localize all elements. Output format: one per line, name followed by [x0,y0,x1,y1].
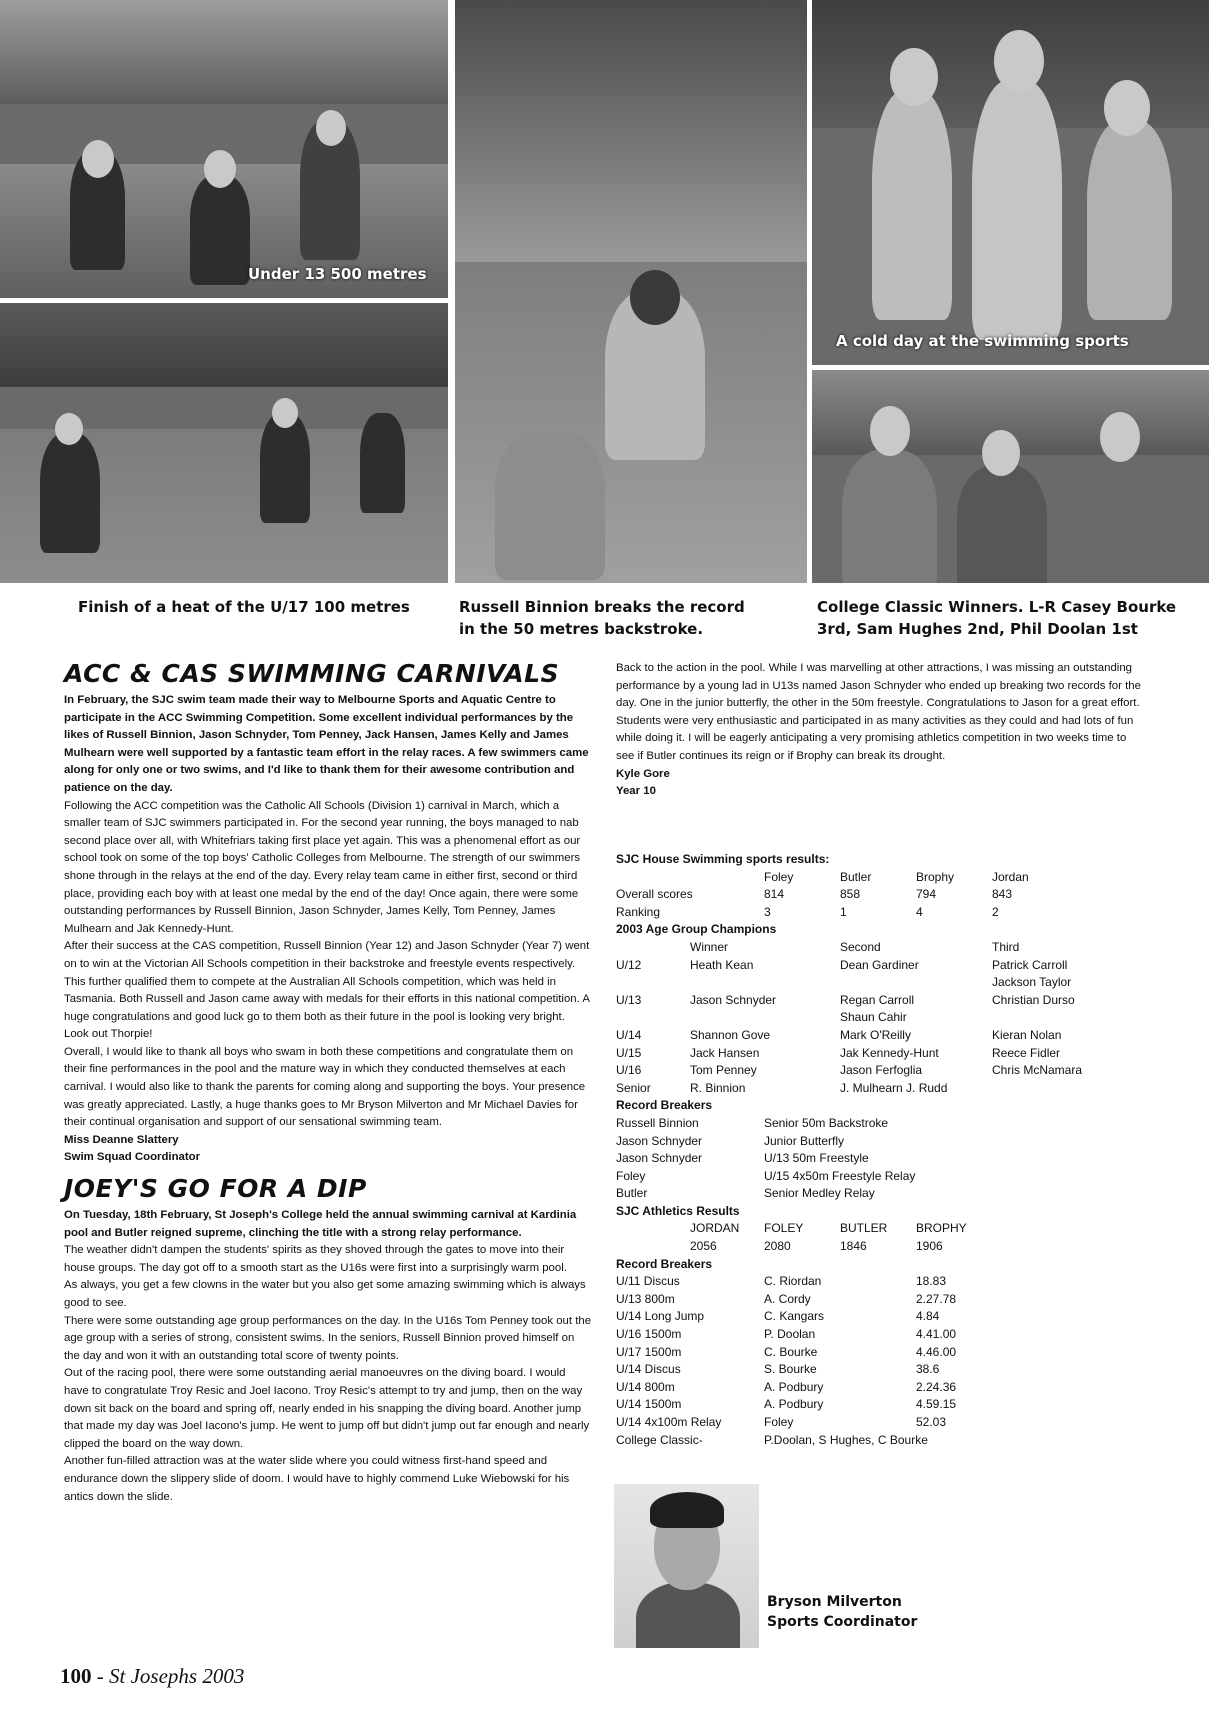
athletics-row [614,1414,1174,1432]
record-event: Junior Butterfly [764,1133,845,1148]
athletics-name: C. Riordan [764,1274,822,1289]
footer-separator: - [96,1664,104,1688]
record-row [614,1150,1174,1168]
age-group-row [614,1080,1174,1098]
left-column [64,658,592,1506]
record-holder: Foley [616,1168,646,1183]
record-row [614,1133,1174,1151]
house-name: Foley [764,869,794,884]
article-paragraph: Students were very enthusiastic and participated in as many activities as they could and had lots of fun while doing it. I will be eagerly anticipating a very promising athletics competition in two weeks time to see if Butler continues its reign or if Brophy can break its drought. [616,714,1134,762]
age-group-row [614,974,1174,992]
article-author: Miss Deanne Slattery [64,1133,179,1146]
results-section [614,851,1174,1449]
age-group-title: 2003 Age Group Champions [616,922,777,937]
athletics-house-header: JORDAN FOLEY BUTLER BROPHY [690,1221,967,1236]
athletics-scores-row: 2056 2080 1846 1906 [690,1239,943,1254]
athletics-event: U/14 800m [616,1379,675,1394]
record-holder: Jason Schnyder [616,1151,703,1166]
second-place: J. Mulhearn J. Rudd [840,1080,948,1095]
athletics-event: U/17 1500m [616,1344,682,1359]
article-paragraph: Following the ACC competition was the Catholic All Schools (Division 1) carnival in March, which a smaller team of SJC swimmers participated in. For the second year running, the boys managed to nab second place over all, with Whitefriars taking first place yet again. This was a phenomenal effort as our school took on some of the top boys' Catholic Colleges from Melbourne. The strength of our swimmers shone through in the relays at the end of the day. Every relay team came in either first, second or third place, providing each boy with at least one medal by the end of the day! Once again, there were some outstanding performances by Russell Binnion, Jason Schnyder, James Kelly, Tom Penney, James Mulhearn and Jak Kennedy-Hunt. [64,799,581,935]
page-footer [60,1664,244,1689]
age-group: U/13 [616,992,642,1007]
age-group: U/14 [616,1027,642,1042]
second-place: Regan Carroll [840,992,915,1007]
athletics-row [614,1308,1174,1326]
article-title: ACC & CAS SWIMMING CARNIVALS [64,659,560,688]
winner: Jason Schnyder [690,992,777,1007]
age-group: Senior [616,1080,651,1095]
article-lead: On Tuesday, 18th February, St Joseph's College held the annual swimming carnival at Kardinia pool and Butler reigned supreme, clinching the title with a strong relay performance. [64,1209,577,1239]
results-house-header [614,869,1174,887]
athletics-name: C. Kangars [764,1309,825,1324]
age-group-row [614,1009,1174,1027]
winner: Jack Hansen [690,1045,760,1060]
photo-overlay-caption: A cold day at the swimming sports [836,332,1129,350]
third-place: Patrick Carroll [992,957,1068,972]
age-group-row [614,957,1174,975]
athletics-result: 4.84 [916,1309,940,1324]
athletics-event: U/14 1500m [616,1397,682,1412]
age-group-row [614,1045,1174,1063]
athletics-row [614,1291,1174,1309]
record-row [614,1115,1174,1133]
athletics-event: U/13 800m [616,1291,675,1306]
photo-swimmers [812,0,1209,365]
record-event: Senior 50m Backstroke [764,1115,889,1130]
athletics-name: P. Doolan [764,1327,816,1342]
age-group-rows [614,957,1174,1098]
athletics-rows [614,1273,1174,1449]
athletics-result: 4.46.00 [916,1344,957,1359]
record-row [614,1168,1174,1186]
athletics-name: A. Podbury [764,1397,824,1412]
athletics-name: Foley [764,1415,794,1429]
article-lead: In February, the SJC swim team made their way to Melbourne Sports and Aquatic Centre to participate in the ACC Swimming Competition. Some excellent individual performances by the likes of Russell Binnion, Jason Schnyder, Tom Penney, Jack Hansen, James Kelly and James Mulhearn were well supported by a fantastic team effort in the relay races. A few swimmers came along for only one or two swims, and I'd like to thank them for their awesome contribution and patience on the day. [64,694,589,794]
second-place: Dean Gardiner [840,957,919,972]
athletics-result: 4.41.00 [916,1327,957,1342]
athletics-result: 38.6 [916,1362,940,1377]
athletics-result: 18.83 [916,1274,947,1289]
second-place: Mark O'Reilly [840,1027,911,1042]
portrait-name: Bryson Milverton [767,1594,902,1610]
age-group-row [614,992,1174,1010]
winner: Shannon Gove [690,1027,771,1042]
caption-right: College Classic Winners. L-R Casey Bourke 3rd, Sam Hughes 2nd, Phil Doolan 1st [817,598,1177,638]
athletics-title: SJC Athletics Results [616,1203,740,1218]
record-event: Senior Medley Relay [764,1186,875,1201]
article-paragraph: Overall, I would like to thank all boys who swam in both these competitions and congratulate them on their fine performances in the pool and the mature way in which they conducted themselves at each carnival. I would also like to thank the parents for coming along and supporting the boys. Your presence was greatly appreciated. Lastly, a huge thanks goes to Mr Bryson Milverton and Mr Michael Davies for their continual organisation and support of our sensational swimming team. [64,1045,586,1129]
athletics-event: U/14 4x100m Relay [616,1415,722,1429]
athletics-name: P.Doolan, S Hughes, C Bourke [764,1432,928,1447]
photo-running-heat [0,303,448,583]
athletics-event: College Classic- [616,1432,703,1447]
third-place: Reece Fidler [992,1045,1061,1060]
winner: R. Binnion [690,1080,746,1095]
athletics-result: 52.03 [916,1415,947,1429]
athletics-row [614,1273,1174,1291]
record-event: U/15 4x50m Freestyle Relay [764,1168,916,1183]
caption-left: Finish of a heat of the U/17 100 metres [78,598,410,616]
right-column [616,660,1146,801]
record-holder: Jason Schnyder [616,1133,703,1148]
athletics-row [614,1326,1174,1344]
house-name: Brophy [916,869,955,884]
record-title: Record Breakers [616,1098,713,1113]
results-ranking-row: Ranking 3 1 4 2 [616,904,999,919]
article-paragraph: After their success at the CAS competition, Russell Binnion (Year 12) and Jason Schnyder (Year 7) went on to win at the Victorian All Schools competition in their backstroke and freestyle events respectively. This further qualified them to compete at the Australian All Schools competition, which was held in Tasmania. Both Russell and Jason came away with medals for their efforts in this national competition. A huge congratulations and good luck go to them both as their future in the pool is looking very bright. Look out Thorpie! [64,940,590,1041]
third-place: Jackson Taylor [992,975,1072,990]
athletics-name: A. Podbury [764,1379,824,1394]
photo-running-race [0,0,448,298]
athletics-row [614,1379,1174,1397]
photo-college-classic-winners [812,370,1209,583]
second-place: Shaun Cahir [840,1010,907,1025]
article-author-role: Swim Squad Coordinator [64,1151,201,1164]
photo-overlay-caption: Under 13 500 metres [248,265,427,283]
athletics-record-title: Record Breakers [616,1256,713,1271]
article-paragraph: Back to the action in the pool. While I was marvelling at other attractions, I was missing an outstanding performance by a young lad in U13s named Jason Schnyder who ended up breaking two records for the day. One in the junior butterfly, the other in the 50m freestyle. Congratulations to Jason for a great effort. [616,662,1141,710]
athletics-result: 2.27.78 [916,1291,957,1306]
athletics-result: 2.24.36 [916,1379,957,1394]
record-holder: Butler [616,1186,648,1201]
record-rows [614,1115,1174,1203]
article-paragraph: The weather didn't dampen the students' spirits as they shoved through the gates to move into their house groups. The day got off to a smooth start as the U16s were first into a surprisingly warm pool. [64,1244,567,1274]
record-row [614,1185,1174,1203]
third-place: Kieran Nolan [992,1027,1062,1042]
publication-name: St Josephs 2003 [109,1664,245,1688]
athletics-event: U/11 Discus [616,1274,680,1289]
house-name: Jordan [992,869,1029,884]
age-group: U/16 [616,1063,642,1078]
article-title: JOEY'S GO FOR A DIP [64,1174,367,1204]
athletics-row [614,1432,1174,1450]
athletics-row [614,1344,1174,1362]
athletics-event: U/14 Long Jump [616,1309,705,1324]
article-paragraph: There were some outstanding age group performances on the day. In the U16s Tom Penney took out the age group with a series of strong, consistent swims. In the seniors, Russell Binnion proved himself on the day and won it with an outstanding total score of twenty points. [64,1314,592,1362]
athletics-result: 4.59.15 [916,1397,957,1412]
athletics-name: S. Bourke [764,1362,817,1377]
age-group-row [614,1062,1174,1080]
article-paragraph: Out of the racing pool, there were some outstanding aerial manoeuvres on the diving board. I would have to congratulate Troy Resic and Joel Iacono. Troy Resic's attempt to try and jump, then on the way down sit back on the board and spring off, nearly ended in his snapping the diving board. Another jump that made my day was Joel Iacono's jump. He went to jump off but didn't jump out far enough and nearly clipped the board on the way down. [64,1367,590,1450]
portrait-photo [614,1484,759,1648]
house-name: Butler [840,869,872,884]
article-author: Kyle Gore [616,767,670,780]
record-holder: Russell Binnion [616,1115,699,1130]
article-author-role: Year 10 [616,785,656,798]
second-place: Jason Ferfoglia [840,1063,923,1078]
age-group-header: Winner Second Third [690,939,1020,954]
age-group-row [614,1027,1174,1045]
athletics-name: A. Cordy [764,1291,811,1306]
third-place: Christian Durso [992,992,1075,1007]
winner: Heath Kean [690,957,754,972]
page-number: 100 [60,1664,92,1688]
photo-pool-backstroke [455,0,807,583]
results-title: SJC House Swimming sports results: [616,852,830,866]
athletics-event: U/14 Discus [616,1362,681,1377]
article-paragraph: Another fun-filled attraction was at the water slide where you could witness first-hand speed and endurance down the slippery slide of doom. I would have to highly commend Luke Wiebowski for his antics down the slide. [64,1455,570,1503]
athletics-name: C. Bourke [764,1344,818,1359]
athletics-row [614,1396,1174,1414]
age-group: U/12 [616,957,642,972]
winner: Tom Penney [690,1063,757,1078]
portrait-role: Sports Coordinator [767,1614,918,1630]
athletics-row [614,1361,1174,1379]
second-place: Jak Kennedy-Hunt [840,1045,939,1060]
age-group: U/15 [616,1045,642,1060]
athletics-event: U/16 1500m [616,1327,682,1342]
third-place: Chris McNamara [992,1063,1083,1078]
caption-middle: Russell Binnion breaks the record in the 50 metres backstroke. [459,598,745,638]
record-event: U/13 50m Freestyle [764,1151,869,1166]
article-paragraph: As always, you get a few clowns in the water but you also get some amazing swimming which is always good to see. [64,1279,586,1309]
results-overall-row: Overall scores 814 858 794 843 [616,887,1013,902]
